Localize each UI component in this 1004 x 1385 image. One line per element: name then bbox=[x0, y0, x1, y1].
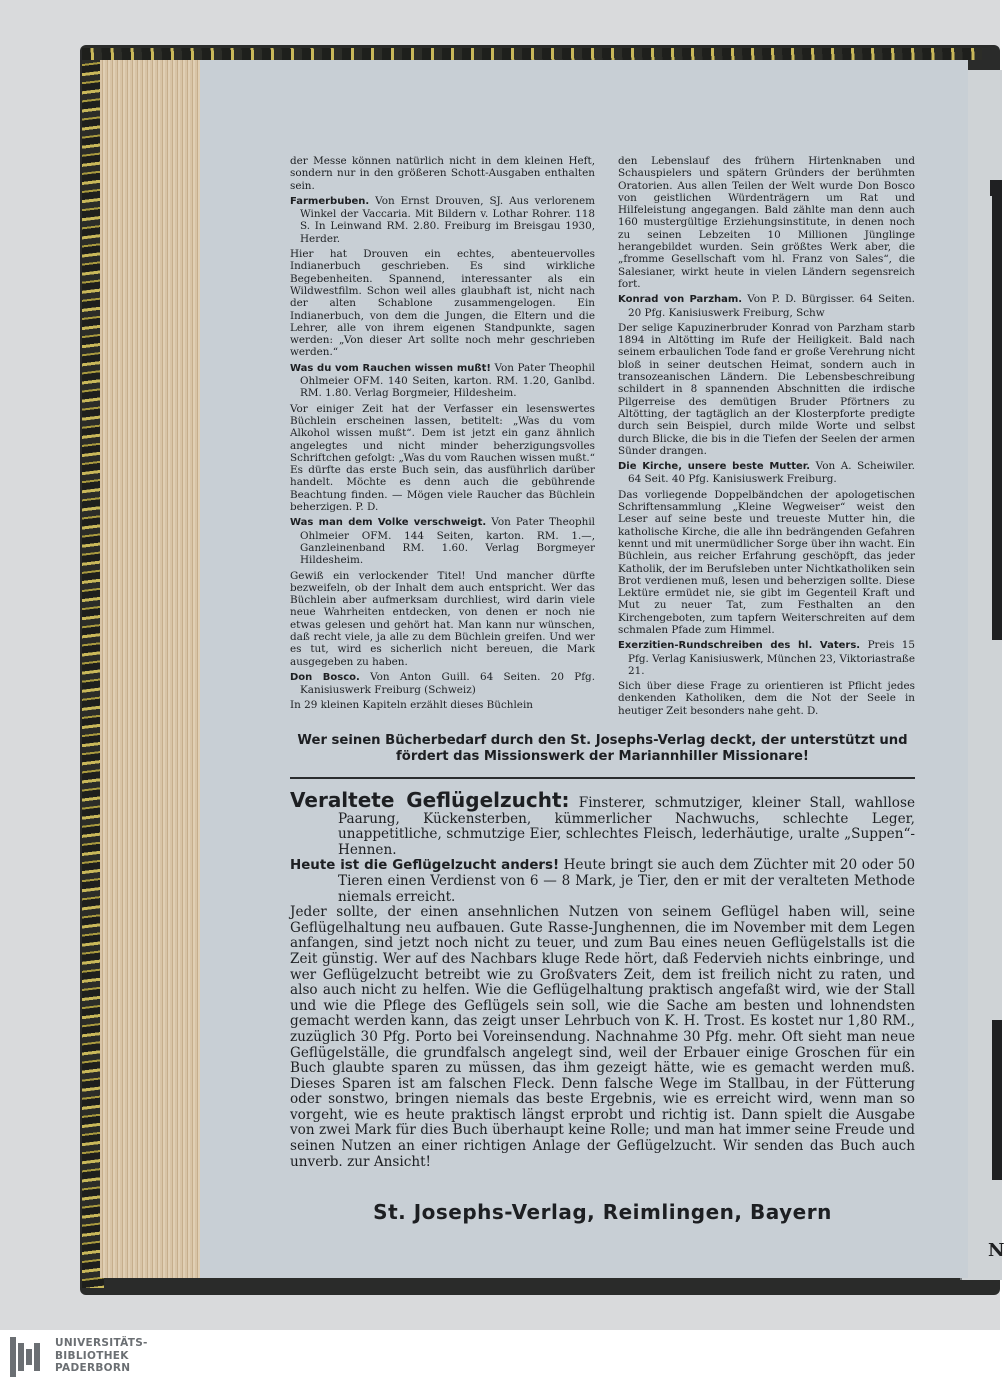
book-details: Von Ernst Drouven, SJ. Aus verlorenem Winkel der Vaccaria. Mit Bildern v. Lothar Rohrer. 118 S. In Leinwand RM. 2.80. Freiburg im Breisgau 1930, Herder. bbox=[300, 194, 595, 245]
left-column bbox=[290, 155, 595, 715]
book-title: Was du vom Rauchen wissen mußt! bbox=[290, 362, 491, 374]
next-page-border-bar-lower bbox=[992, 1020, 1002, 1180]
review-text: den Lebenslauf des frühern Hirtenknaben und Schauspielers und spätern Gründers der berühmten Oratorien. Aus allen Teilen der Welt wurde Don Bosco von geistlichen Würdenträgern um Rat und Hilfeleistung angegangen. Bald zählte man denn auch 160 mustergültige Erziehungsinstitute, in denen noch zu seinen Lebzeiten 10 Millionen Jünglinge herangebildet wurden. Sein größtes Werk aber, die „fromme Gesellschaft vom hl. Franz von Sales“, die Salesianer, wirkt heute in vielen Ländern segensreich fort. bbox=[618, 155, 915, 290]
ad-subheading-paragraph bbox=[290, 858, 915, 905]
review-text: Hier hat Drouven ein echtes, abenteuervolles Indianerbuch geschrieben. Es sind wirkliche Begebenheiten. Spannend, interessanter als ein Wildwestfilm. Schon weil alles glaubhaft ist, nicht nach der alten Schablone zusammengelogen. Ein Indianerbuch, von dem die Jungen, die Eltern und die Lehrer, alle von ihrem eigenen Standpunkte, sagen werden: „Von dieser Art sollte noch mehr geschrieben werden.“ bbox=[290, 248, 595, 359]
ad-heading-text: Finsterer, schmutziger, kleiner Stall, wahllose Paarung, Kückensterben, kümmerlicher Nachwuchs, schlechte Leger, unappetitliche, schmutzige Eier, schlechtes Fleisch, lederhäutige, uralte „Suppen“-Hennen. bbox=[338, 795, 916, 858]
next-page-letter: N bbox=[988, 1240, 1004, 1261]
logo-line: PADERBORN bbox=[55, 1362, 131, 1374]
ad-subheading-text: Heute bringt sie auch dem Züchter mit 20 oder 50 Tieren einen Verdienst von 6 — 8 Mark, je Tier, den er mit der veralteten Methode niemals erreicht. bbox=[338, 857, 915, 905]
library-logo bbox=[8, 1335, 148, 1379]
book-details: Von Pater Theophil Ohlmeier OFM. 144 Seiten, karton. RM. 1.—, Ganzleinenband RM. 1.60. Verlag Borgmeyer Hildesheim. bbox=[300, 516, 595, 567]
book-details: Von Pater Theophil Ohlmeier OFM. 140 Seiten, karton. RM. 1.20, Ganlbd. RM. 1.80. Verlag Borgmeier, Hildesheim. bbox=[300, 361, 595, 400]
review-text: Vor einiger Zeit hat der Verfasser ein lesenswertes Büchlein erscheinen lassen, betitelt: „Was du vom Alkohol wissen mußt“. Dem ist jetzt ein ganz ähnlich angelegtes und nicht minder beherzigungsvolles Schriftchen gefolgt: „Was du vom Rauchen wissen mußt.“ Es dürfte das erste Buch sein, das ausführlich darüber handelt. Möchte es denn auch die gebührende Beachtung finden. — Mögen viele Raucher das Büchlein beherzigen. P. D. bbox=[290, 402, 595, 514]
ad-heading-paragraph bbox=[290, 788, 916, 858]
book-title: Konrad von Parzham. bbox=[618, 294, 743, 306]
banner-line: Wer seinen Bücherbedarf durch den St. Josephs-Verlag deckt, der unterstützt und bbox=[297, 733, 908, 748]
book-details: Von A. Scheiwiler. 64 Seit. 40 Pfg. Kanisiuswerk Freiburg. bbox=[628, 460, 915, 486]
ad-subheading: Heute ist die Geflügelzucht anders! bbox=[290, 858, 560, 874]
review-text: Das vorliegende Doppelbändchen der apologetischen Schriftensammlung „Kleine Wegweiser“ weist den Leser auf seine beste und treueste Mutter hin, die katholische Kirche, die alle ihn bedrängenden Gefahren kennt und mit unermüdlicher Sorge über ihn wacht. Ein Büchlein, aus reicher Erfahrung geschöpft, das jeder Katholik, der im Berufsleben unter Nichtkatholiken sein Brot verdienen muß, lesen und beherzigen sollte. Diese Lektüre ermüdet nie, sie gibt im Gegenteil Kraft und Mut zu neuer Tat, zum Festhalten an den Kirchengeboten, zum tapfern Weiterschreiten auf dem schmalen Pfade zum Himmel. bbox=[618, 488, 915, 636]
review-text: Sich über diese Frage zu orientieren ist Pflicht jedes denkenden Katholiken, dem die Not der Seele in heutiger Zeit besonders nahe geht. D. bbox=[618, 680, 915, 717]
book-title: Was man dem Volke verschweigt. bbox=[290, 517, 487, 529]
review-text: Der selige Kapuzinerbruder Konrad von Parzham starb 1894 in Altötting im Rufe der Heiligkeit. Bald nach seinem erbaulichen Tode fand er große Verehrung nicht bloß in seiner deutschen Heimat, sondern auch in transozeanischen Ländern. Die Lebensbeschreibung schildert in 8 spannenden Abschnitten die irdische Pilgerreise des demütigen Bruder Pförtners zu Altötting, der tagtäglich an der Klosterpforte predigte durch sein Beispiel, durch milde Worte und selbst durch Blicke, die bis in die Tiefen der Seelen der armen Sünder drangen. bbox=[618, 321, 915, 457]
book-details: Von Anton Guill. 64 Seiten. 20 Pfg. Kanisiuswerk Freiburg (Schweiz) bbox=[300, 670, 596, 697]
logo-line: BIBLIOTHEK bbox=[55, 1349, 129, 1362]
paragraph: der Messe können natürlich nicht in dem kleinen Heft, sondern nur in den größeren Schott-Ausgaben enthalten sein. bbox=[290, 155, 595, 192]
review-text: In 29 kleinen Kapiteln erzählt dieses Büchlein bbox=[290, 699, 533, 712]
book-title: Farmerbuben. bbox=[290, 195, 370, 207]
book-entry bbox=[618, 460, 915, 486]
book-entry bbox=[290, 362, 595, 400]
book-title: Die Kirche, unsere beste Mutter. bbox=[618, 461, 811, 473]
ad-body: Jeder sollte, der einen ansehnlichen Nutzen von seinem Geflügel haben will, seine Geflügelhaltung neu aufbauen. Gute Rasse-Junghennen, die im November mit dem Legen anfangen, sind jetzt noch nicht zu teuer, und zum Bau eines neuen Geflügelstalls ist die Zeit günstig. Wer auf des Nachbars kluge Rede hört, daß Federvieh nichts einbringe, und wer Geflügelzucht betreibt wie zu Großvaters Zeit, dem ist freilich nicht zu raten, und also auch nicht zu helfen. Wie die Geflügelhaltung praktisch angefaßt wird, wie der Stall und wie die Pflege des Geflügels sein soll, wie die Sache am besten und lohnendsten gemacht werden kann, das zeigt unser Lehrbuch von K. H. Trost. Es kostet nur 1,80 RM., zuzüglich 30 Pfg. Porto bei Voreinsendung. Nachnahme 30 Pfg. mehr. Oft sieht man neue Geflügelställe, die grundfalsch angelegt sind, weil der Erbauer einige Groschen für ein Buch glaubte sparen zu müssen, das ihm gezeigt hätte, wie es gemacht werden muß. Dieses Sparen ist am falschen Fleck. Denn falsche Wege im Stallbau, in der Fütterung oder sonstwo, bringen niemals das beste Ergebnis, wie es erreicht wird, wenn man so vorgeht, wie es heute praktisch längst erprobt und richtig ist. Dann spielt die Ausgabe von zwei Mark für dies Buch überhaupt keine Rolle; und man hat immer seine Freude und seinen Nutzen an einer richtigen Anlage der Geflügelzucht. Wir senden das Buch auch unverb. zur Ansicht! bbox=[290, 904, 915, 1170]
book-entry bbox=[618, 293, 915, 319]
right-column bbox=[618, 155, 915, 720]
book-title: Exerzitien-Rundschreiben des hl. Vaters. bbox=[618, 640, 861, 652]
next-page-border-bar bbox=[992, 180, 1002, 640]
book-title: Don Bosco. bbox=[290, 671, 360, 683]
publisher-imprint: St. Josephs-Verlag, Reimlingen, Bayern bbox=[373, 1200, 832, 1224]
book-details: Von P. D. Bürgisser. 64 Seiten. 20 Pfg. Kanisiuswerk Freiburg, Schw bbox=[628, 293, 915, 319]
advertisement bbox=[290, 788, 916, 1170]
banner-line: fördert das Missionswerk der Mariannhiller Missionare! bbox=[396, 749, 809, 764]
library-logo-icon bbox=[8, 1335, 48, 1379]
library-logo-text bbox=[55, 1337, 148, 1375]
next-page-border-corner bbox=[990, 180, 1002, 196]
book-entry bbox=[290, 195, 595, 245]
book-entry bbox=[290, 671, 595, 697]
book-entry bbox=[618, 639, 915, 677]
marbled-cover-top bbox=[82, 48, 982, 60]
ad-heading: Veraltete Geflügelzucht: bbox=[290, 788, 570, 812]
page-edges bbox=[100, 60, 205, 1278]
promo-banner bbox=[290, 733, 915, 765]
section-divider bbox=[290, 777, 915, 779]
book-entry bbox=[290, 516, 595, 566]
review-text: Gewiß ein verlockender Titel! Und mancher dürfte bezweifeln, ob der Inhalt dem auch entspricht. Wer das Büchlein aber aufmerksam durchliest, wird darin viele neue Wahrheiten entdecken, von denen er noch nie etwas gelesen und gehört hat. Man kann nur wünschen, daß recht viele, ja alle zu dem Büchlein greifen. Und wer es tut, wird es sicherlich nicht bereuen, die Mark ausgegeben zu haben. bbox=[290, 569, 595, 668]
logo-line: UNIVERSITÄTS- bbox=[55, 1337, 148, 1349]
page-content bbox=[290, 155, 915, 1240]
book-details: Preis 15 Pfg. Verlag Kanisiuswerk, München 23, Viktoriastraße 21. bbox=[628, 639, 915, 677]
